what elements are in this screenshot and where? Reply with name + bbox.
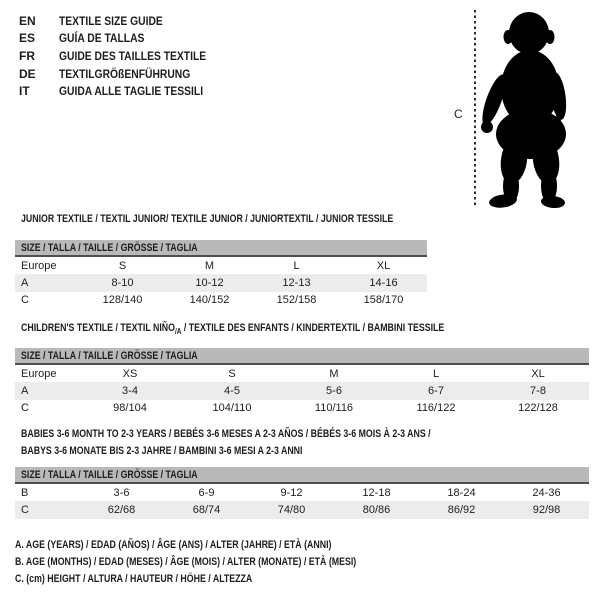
- row-label: C: [21, 503, 29, 516]
- row-label: C: [21, 402, 29, 415]
- cell: 110/116: [314, 402, 354, 415]
- cell: XL: [376, 259, 391, 272]
- cell: 10-12: [195, 276, 224, 289]
- cell: XL: [531, 367, 545, 380]
- lang-title: TEXTILGRÖßENFÜHRUNG: [59, 66, 191, 81]
- cell: 98/104: [113, 402, 147, 415]
- row-label: C: [21, 294, 29, 307]
- lang-row-fr: [19, 47, 230, 65]
- table-row-height: [15, 400, 589, 417]
- cell: 68/74: [192, 503, 221, 516]
- cell: L: [293, 259, 300, 272]
- cell: 80/86: [362, 503, 391, 516]
- lang-row-en: [19, 12, 230, 30]
- babies-section-title: [21, 426, 533, 460]
- cell: 14-16: [369, 276, 398, 289]
- cell: S: [228, 367, 236, 380]
- legend-a-text: A. AGE (YEARS) / EDAD (AÑOS) / ÂGE (ANS) / ALTER (JAHRE) / ETÀ (ANNI): [15, 538, 332, 551]
- legend-c: [15, 570, 442, 587]
- row-label: Europe: [21, 367, 57, 380]
- table-row-europe: [15, 257, 427, 274]
- table-row-age: [15, 382, 589, 399]
- cell: M: [329, 367, 339, 380]
- title-prefix: CHILDREN'S TEXTILE / TEXTIL NIÑO: [21, 322, 175, 334]
- cell: 104/110: [212, 402, 252, 415]
- cell: S: [118, 259, 127, 272]
- row-label: A: [21, 384, 29, 397]
- table-row-height: [15, 292, 427, 309]
- cell: 74/80: [277, 503, 306, 516]
- junior-section-title: [21, 211, 486, 228]
- lang-row-it: [19, 82, 230, 100]
- row-label: A: [21, 276, 29, 289]
- row-label: B: [21, 486, 29, 499]
- lang-row-de: [19, 65, 230, 83]
- junior-size-table: [15, 240, 427, 309]
- cell: 24-36: [532, 486, 561, 499]
- lang-title: GUIDA ALLE TAGLIE TESSILI: [59, 84, 204, 99]
- lang-row-es: [19, 30, 230, 48]
- cell: 3-4: [122, 384, 138, 397]
- cell: 18-24: [447, 486, 476, 499]
- cell: XS: [122, 367, 138, 380]
- lang-code: EN: [19, 13, 36, 28]
- legend-block: [15, 536, 442, 588]
- babies-size-table: [15, 467, 589, 519]
- cell: 122/128: [518, 402, 558, 415]
- cell: M: [204, 259, 215, 272]
- cell: 92/98: [532, 503, 561, 516]
- language-title-block: [19, 12, 230, 100]
- cell: 86/92: [447, 503, 476, 516]
- size-header-bar: [15, 240, 427, 257]
- lang-title: TEXTILE SIZE GUIDE: [59, 13, 163, 28]
- cell: 128/140: [102, 294, 143, 307]
- size-header-bar: [15, 348, 589, 365]
- cell: 12-18: [362, 486, 391, 499]
- cell: 12-13: [282, 276, 311, 289]
- legend-c-text: C. (cm) HEIGHT / ALTURA / HAUTEUR / HÖHE / ALTEZZA: [15, 572, 253, 585]
- cell: 116/122: [416, 402, 456, 415]
- size-header-bar: [15, 467, 589, 484]
- height-measure-label: C: [454, 107, 463, 121]
- cell: 3-6: [113, 486, 130, 499]
- cell: 5-6: [326, 384, 342, 397]
- size-header-label: SIZE / TALLA / TAILLE / GRÖSSE / TAGLIA: [21, 241, 198, 254]
- table-row-months: [15, 484, 589, 501]
- cell: 7-8: [530, 384, 546, 397]
- legend-a: [15, 536, 442, 553]
- children-section-title: [21, 320, 550, 340]
- lang-title: GUIDE DES TAILLES TEXTILE: [59, 48, 207, 63]
- row-label: Europe: [21, 259, 57, 272]
- cell: L: [432, 367, 440, 380]
- title-suffix: / TEXTILE DES ENFANTS / KINDERTEXTIL / BAMBINI TESSILE: [181, 322, 445, 334]
- cell: 158/170: [363, 294, 404, 307]
- cell: 9-12: [280, 486, 303, 499]
- size-header-label: SIZE / TALLA / TAILLE / GRÖSSE / TAGLIA: [21, 468, 198, 481]
- babies-title-line2: BABYS 3-6 MONATE BIS 2-3 JAHRE / BAMBINI 3-6 MESI A 2-3 ANNI: [21, 445, 303, 457]
- children-size-table: [15, 348, 589, 417]
- title-subscript: /A: [174, 327, 182, 337]
- lang-code: ES: [19, 31, 36, 46]
- table-row-europe: [15, 365, 589, 382]
- cell: 140/152: [189, 294, 230, 307]
- cell: 62/68: [107, 503, 136, 516]
- legend-b-text: B. AGE (MONTHS) / EDAD (MESES) / ÂGE (MOIS) / ALTER (MONATE) / ETÀ (MESI): [15, 555, 357, 568]
- table-row-height: [15, 501, 589, 518]
- babies-title-line1: BABIES 3-6 MONTH TO 2-3 YEARS / BEBÉS 3-6 MESES A 2-3 AÑOS / BÉBÉS 3-6 MOIS À 2-3 ANS /: [21, 428, 431, 440]
- cell: 6-9: [198, 486, 215, 499]
- cell: 8-10: [111, 276, 134, 289]
- cell: 4-5: [224, 384, 240, 397]
- baby-silhouette-image: [481, 8, 577, 208]
- lang-code: DE: [19, 66, 36, 81]
- height-measure-dotted-line: [474, 10, 476, 206]
- children-section-title-text: [21, 320, 444, 340]
- cell: 152/158: [276, 294, 317, 307]
- table-row-age: [15, 274, 427, 291]
- cell: 6-7: [428, 384, 444, 397]
- size-header-label: SIZE / TALLA / TAILLE / GRÖSSE / TAGLIA: [21, 349, 198, 362]
- lang-code: FR: [19, 48, 35, 63]
- legend-b: [15, 553, 442, 570]
- junior-section-title-text: JUNIOR TEXTILE / TEXTIL JUNIOR/ TEXTILE JUNIOR / JUNIORTEXTIL / JUNIOR TESSILE: [21, 213, 394, 225]
- lang-title: GUÍA DE TALLAS: [59, 31, 145, 46]
- lang-code: IT: [19, 84, 30, 99]
